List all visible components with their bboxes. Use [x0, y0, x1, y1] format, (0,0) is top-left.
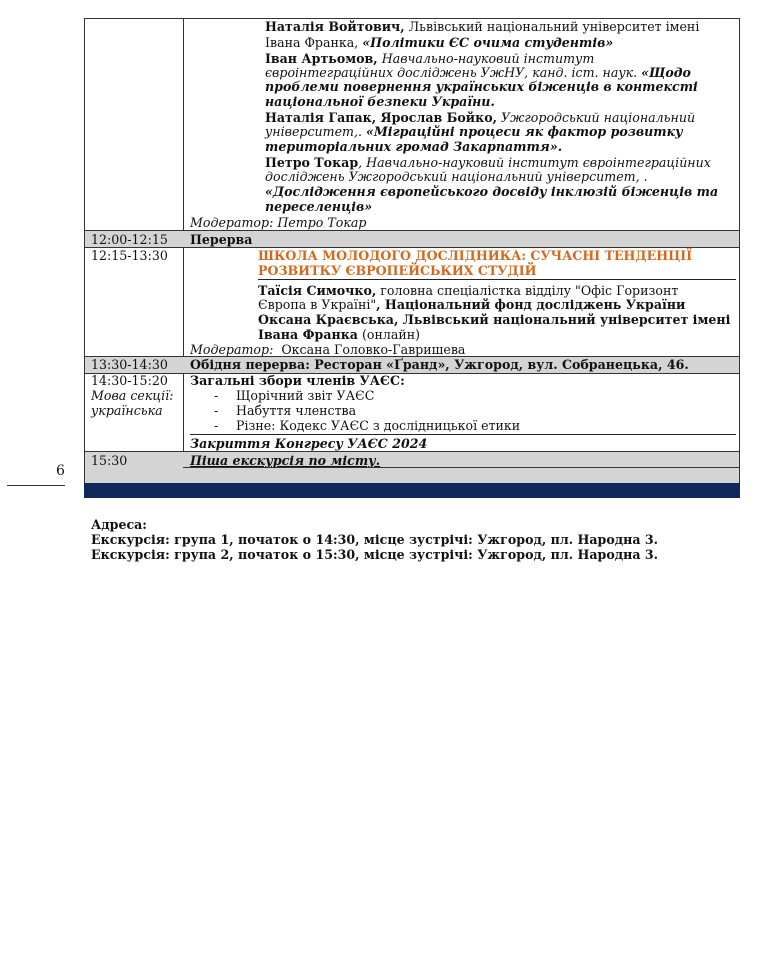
time-cell: 14:30-15:20	[91, 373, 168, 388]
speaker-line: Оксана Краєвська, Львівський національний університет імені	[258, 312, 731, 327]
assembly-underline	[190, 434, 736, 435]
speaker-line: Наталія Войтович, Львівський національний університет імені	[265, 19, 700, 34]
list-item: - Різне: Кодекс УАЄС з дослідницької етики	[214, 418, 521, 433]
speaker-line: Івана Франка, «Політики ЄС очима студентів»	[265, 35, 614, 50]
moderator-line: Модератор: Петро Токар	[190, 215, 367, 230]
speaker-line: університет,. «Міграційні процеси як фактор розвитку	[265, 124, 683, 139]
address-line: Екскурсія: група 1, початок о 14:30, місце зустрічі: Ужгород, пл. Народна 3.	[91, 532, 659, 547]
closing-label: Закриття Конгресу УАЄС 2024	[190, 436, 428, 451]
section-language-value: українська	[91, 403, 163, 418]
page-number: 6	[56, 463, 65, 479]
time-cell: 15:30	[91, 453, 128, 468]
navy-footer-bar	[84, 483, 740, 498]
list-item: - Щорічний звіт УАЄС	[214, 388, 375, 403]
speaker-line: Петро Токар, Навчально-науковий інститут євроінтеграційних	[265, 155, 711, 170]
talk-title: національної безпеки України.	[265, 94, 495, 109]
talk-title: територіальних громад Закарпаття».	[265, 139, 563, 154]
section-heading: ШКОЛА МОЛОДОГО ДОСЛІДНИКА: СУЧАСНІ ТЕНДЕНЦІЇ	[258, 248, 693, 263]
address-heading: Адреса:	[91, 517, 147, 532]
speaker-affiliation: досліджень Ужгородський національний університет, .	[265, 169, 648, 184]
talk-title: «Дослідження європейського досвіду інклюзій біженців та	[265, 184, 719, 199]
time-cell: 12:15-13:30	[91, 248, 168, 263]
speaker-line: Іван Артьомов, Навчально-науковий інститут	[265, 51, 595, 66]
break-row-bg	[85, 231, 739, 247]
section-language-label: Мова секції:	[91, 388, 174, 403]
page-number-rule	[7, 485, 65, 486]
break-label: Перерва	[190, 232, 253, 247]
address-line: Екскурсія: група 2, початок о 15:30, місце зустрічі: Ужгород, пл. Народна 3.	[91, 547, 659, 562]
section-heading: РОЗВИТКУ ЄВРОПЕЙСЬКИХ СТУДІЙ	[258, 263, 537, 278]
assembly-title: Загальні збори членів УАЄС:	[190, 373, 405, 388]
speaker-line: євроінтеграційних досліджень УжНУ, канд. іст. наук. «Щодо	[265, 65, 691, 80]
talk-title: переселенців»	[265, 199, 373, 214]
time-cell: 13:30-14:30	[91, 357, 168, 372]
speaker-line: Європа в Україні", Національний фонд досліджень України	[258, 297, 686, 312]
list-item: - Набуття членства	[214, 403, 357, 418]
speaker-line: Івана Франка (онлайн)	[258, 327, 421, 342]
heading-underline	[258, 279, 736, 280]
moderator-line: Модератор: Оксана Головко-Гавришева	[190, 342, 466, 357]
speaker-line: Наталія Гапак, Ярослав Бойко, Ужгородський національний	[265, 110, 696, 125]
tour-label: Піша екскурсія по місту.	[190, 453, 381, 468]
time-cell: 12:00-12:15	[91, 232, 168, 247]
speaker-line: Таїсія Симочко, головна спеціалістка відділу "Офіс Горизонт	[258, 283, 679, 298]
lunch-label: Обідня перерва: Ресторан «Ґранд», Ужгород, вул. Собранецька, 46.	[190, 357, 689, 372]
talk-title: проблеми повернення українських біженців в контексті	[265, 79, 698, 94]
